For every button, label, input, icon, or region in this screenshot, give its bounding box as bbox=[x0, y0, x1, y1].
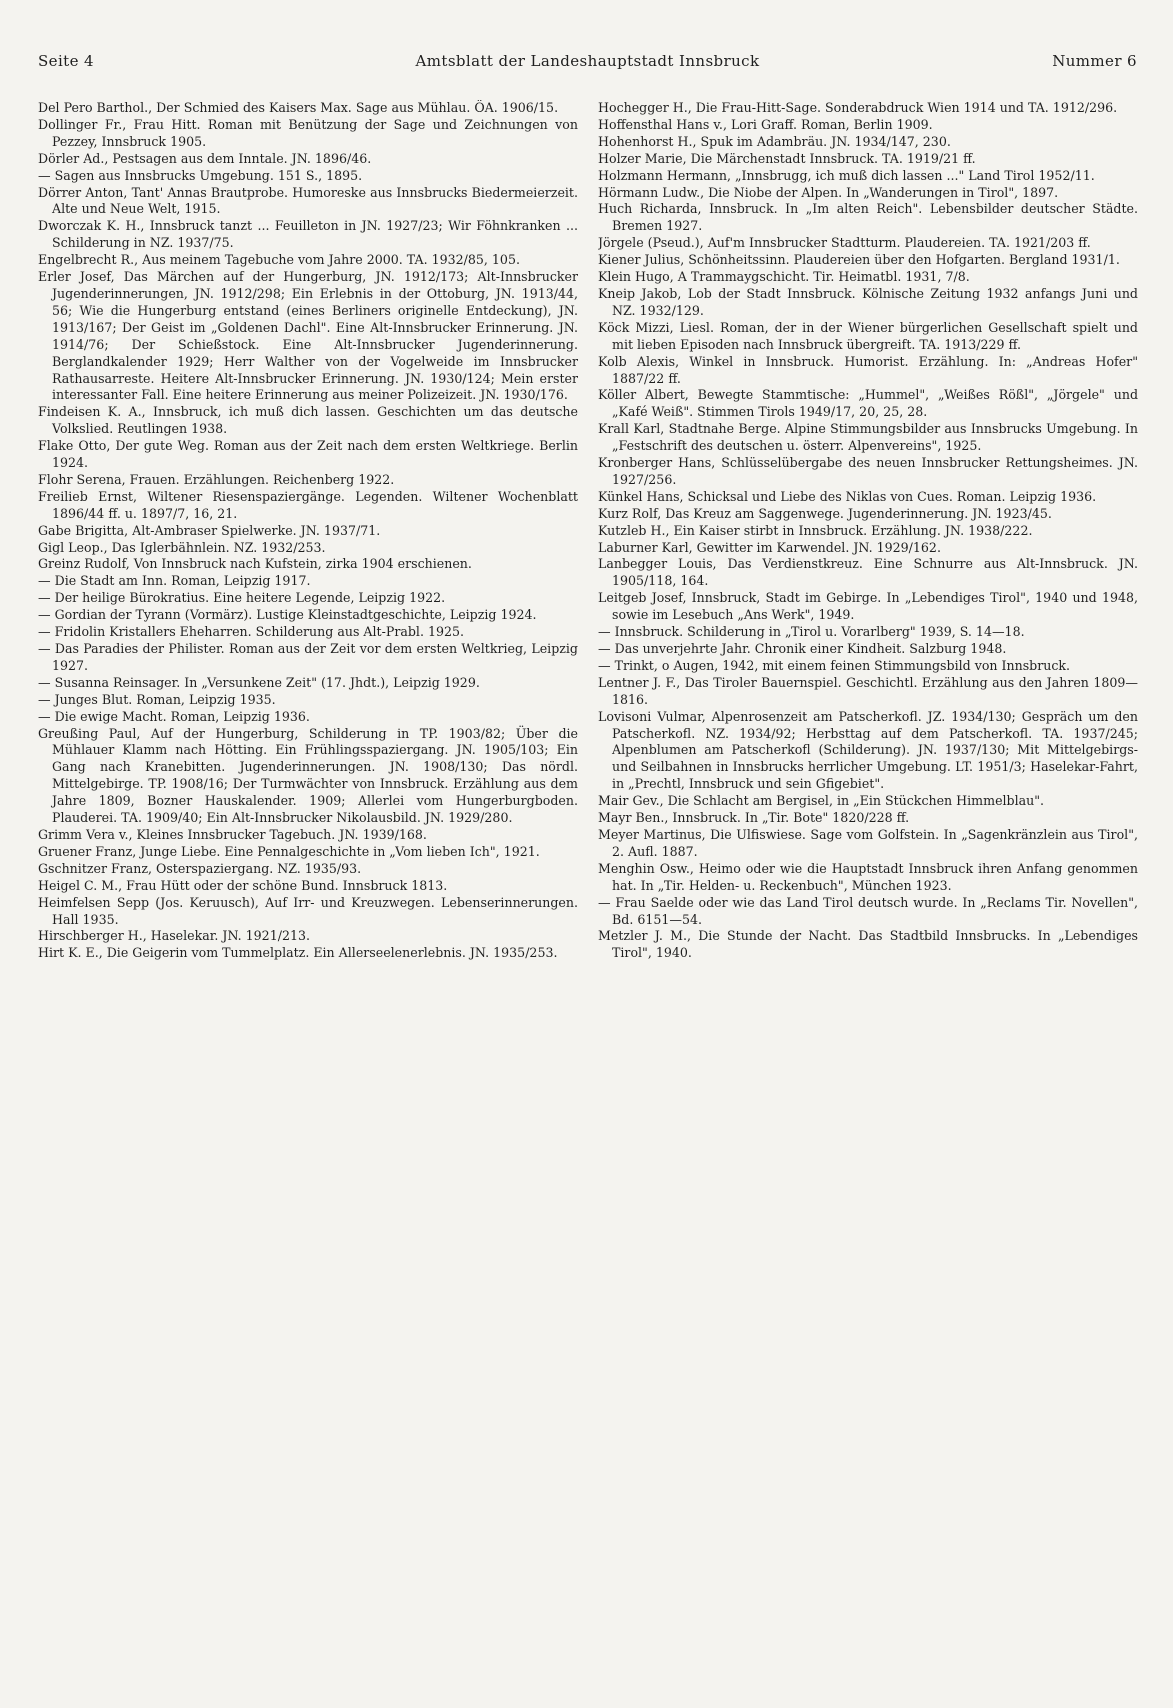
page-number: Seite 4 bbox=[38, 52, 94, 70]
bibliography-entry: Engelbrecht R., Aus meinem Tagebuche vom Jahre 2000. TA. 1932/85, 105. bbox=[38, 252, 520, 268]
bibliography-entry: Lovisoni Vulmar, Alpenrosenzeit am Patscherkofl. JZ. 1934/130; Gespräch um den Patscherkofl. NZ. 1934/92; Herbsttag auf dem Patscherkofl. TA. 1937/245; Alpenblumen am Patscherkofl (Schilderung). JN. 1937/130; Mit Mittelgebirgs- und Seilbahnen in Innsbrucks herrlicher Umgebung. LT. 1951/3; Haselekar-Fahrt, in „Prechtl, Innsbruck und sein Gfigebiet". bbox=[598, 708, 1138, 792]
bibliography-entry: Gabe Brigitta, Alt-Ambraser Spielwerke. JN. 1937/71. bbox=[38, 522, 381, 538]
bibliography-entry: Kneip Jakob, Lob der Stadt Innsbruck. Kölnische Zeitung 1932 anfangs Juni und NZ. 1932/129. bbox=[598, 285, 1138, 318]
bibliography-entry: Dworczak K. H., Innsbruck tanzt ... Feuilleton in JN. 1927/23; Wir Föhnkranken ... Schilderung in NZ. 1937/75. bbox=[38, 218, 578, 251]
bibliography-entry: Del Pero Barthol., Der Schmied des Kaisers Max. Sage aus Mühlau. ÖA. 1906/15. bbox=[38, 100, 559, 115]
bibliography-entry: Kurz Rolf, Das Kreuz am Saggenwege. Jugenderinnerung. JN. 1923/45. bbox=[598, 505, 1052, 521]
bibliography-entry: Dörrer Anton, Tant' Annas Brautprobe. Humoreske aus Innsbrucks Biedermeierzeit. Alte und Neue Welt, 1915. bbox=[38, 184, 578, 217]
bibliography-entry: Hörmann Ludw., Die Niobe der Alpen. In „Wanderungen in Tirol", 1897. bbox=[598, 184, 1059, 200]
bibliography-entry: Greußing Paul, Auf der Hungerburg, Schilderung in TP. 1903/82; Über die Mühlauer Klamm nach Hötting. Ein Frühlingsspaziergang. JN. 1905/103; Ein Gang nach Kranebitten. Jugenderinnerungen. JN. 1908/130; Das nördl. Mittelgebirge. TP. 1908/16; Der Turmwächter von Innsbruck. Erzählung aus dem Jahre 1809, Bozner Hauskalender. 1909; Allerlei vom Hungerburgboden. Plauderei. TA. 1909/40; Ein Alt-Innsbrucker Nikolausbild. JN. 1929/280. bbox=[38, 725, 578, 826]
bibliography-entry: Mayr Ben., Innsbruck. In „Tir. Bote" 1820/228 ff. bbox=[598, 810, 910, 826]
bibliography-entry: Huch Richarda, Innsbruck. In „Im alten Reich". Lebensbilder deutscher Städte. Bremen 1927. bbox=[598, 201, 1138, 234]
bibliography-entry: — Trinkt, o Augen, 1942, mit einem feinen Stimmungsbild von Innsbruck. bbox=[598, 657, 1071, 673]
bibliography-entry: Flohr Serena, Frauen. Erzählungen. Reichenberg 1922. bbox=[38, 471, 395, 487]
bibliography-entry: Köck Mizzi, Liesl. Roman, der in der Wiener bürgerlichen Gesellschaft spielt und mit lieben Episoden nach Innsbruck übergreift. TA. 1913/229 ff. bbox=[598, 319, 1138, 352]
left-column bbox=[38, 100, 578, 1680]
bibliography-entry: — Der heilige Bürokratius. Eine heitere Legende, Leipzig 1922. bbox=[38, 590, 446, 606]
bibliography-entry: Meyer Martinus, Die Ulfiswiese. Sage vom Golfstein. In „Sagenkränzlein aus Tirol", 2. Aufl. 1887. bbox=[598, 826, 1138, 859]
bibliography-entry: Künkel Hans, Schicksal und Liebe des Niklas von Cues. Roman. Leipzig 1936. bbox=[598, 488, 1097, 504]
bibliography-entry: — Das unverjehrte Jahr. Chronik einer Kindheit. Salzburg 1948. bbox=[598, 641, 1007, 656]
bibliography-entry: Erler Josef, Das Märchen auf der Hungerburg, JN. 1912/173; Alt-Innsbrucker Jugenderinnerungen, JN. 1912/298; Ein Erlebnis in der Ottoburg, JN. 1913/44, 56; Wie die Hungerburg entstand (eines Berliners originelle Entdeckung), JN. 1913/167; Der Geist im „Goldenen Dachl". Eine Alt-Innsbrucker Erinnerung. JN. 1914/76; Der Schießstock. Eine Alt-Innsbrucker Jugenderinnerung. Berglandkalender 1929; Herr Walther von der Vogelweide im Innsbrucker Rathausarreste. Heitere Alt-Innsbrucker Erinnerung. JN. 1930/124; Mein erster interessanter Fall. Eine heitere Erinnerung aus meiner Polizeizeit. JN. 1930/176. bbox=[38, 269, 578, 403]
bibliography-entry: Holzer Marie, Die Märchenstadt Innsbruck. TA. 1919/21 ff. bbox=[598, 150, 976, 166]
bibliography-entry: Leitgeb Josef, Innsbruck, Stadt im Gebirge. In „Lebendiges Tirol", 1940 und 1948, sowie im Lesebuch „Ans Werk", 1949. bbox=[598, 590, 1138, 623]
bibliography-entry: Köller Albert, Bewegte Stammtische: „Hummel", „Weißes Rößl", „Jörgele" und „Kafé Weiß". Stimmen Tirols 1949/17, 20, 25, 28. bbox=[598, 387, 1138, 420]
bibliography-entry: Holzmann Hermann, „Innsbrugg, ich muß dich lassen ..." Land Tirol 1952/11. bbox=[598, 167, 1095, 183]
bibliography-entry: Klein Hugo, A Trammaygschicht. Tir. Heimatbl. 1931, 7/8. bbox=[598, 269, 970, 285]
bibliography-entry: Gigl Leop., Das Iglerbähnlein. NZ. 1932/253. bbox=[38, 539, 326, 555]
bibliography-entry: — Frau Saelde oder wie das Land Tirol deutsch wurde. In „Reclams Tir. Novellen", Bd. 6151—54. bbox=[598, 894, 1138, 927]
bibliography-entry: Krall Karl, Stadtnahe Berge. Alpine Stimmungsbilder aus Innsbrucks Umgebung. In „Festschrift des deutschen u. österr. Alpenvereins", 1925. bbox=[598, 421, 1138, 454]
bibliography-entry: — Susanna Reinsager. In „Versunkene Zeit" (17. Jhdt.), Leipzig 1929. bbox=[38, 674, 480, 690]
bibliography-entry: Hohenhorst H., Spuk im Adambräu. JN. 1934/147, 230. bbox=[598, 133, 951, 149]
bibliography-entry: — Die ewige Macht. Roman, Leipzig 1936. bbox=[38, 708, 310, 724]
bibliography-entry: Lentner J. F., Das Tiroler Bauernspiel. Geschichtl. Erzählung aus den Jahren 1809—1816. bbox=[598, 674, 1138, 707]
bibliography-entry: — Innsbruck. Schilderung in „Tirol u. Vorarlberg" 1939, S. 14—18. bbox=[598, 624, 1025, 640]
bibliography-entry: Menghin Osw., Heimo oder wie die Hauptstadt Innsbruck ihren Anfang genommen hat. In „Tir. Helden- u. Reckenbuch", München 1923. bbox=[598, 860, 1138, 893]
bibliography-entry: Kiener Julius, Schönheitssinn. Plaudereien über den Hofgarten. Bergland 1931/1. bbox=[598, 252, 1120, 268]
bibliography-entry: Dollinger Fr., Frau Hitt. Roman mit Benützung der Sage und Zeichnungen von Pezzey, Innsbruck 1905. bbox=[38, 116, 578, 149]
bibliography-entry: — Fridolin Kristallers Eheharren. Schilderung aus Alt-Prabl. 1925. bbox=[38, 624, 465, 640]
bibliography-entry: Heigel C. M., Frau Hütt oder der schöne Bund. Innsbruck 1813. bbox=[38, 877, 448, 893]
bibliography-entry: — Die Stadt am Inn. Roman, Leipzig 1917. bbox=[38, 573, 311, 589]
bibliography-entry: Metzler J. M., Die Stunde der Nacht. Das Stadtbild Innsbrucks. In „Lebendiges Tirol", 1940. bbox=[598, 928, 1138, 961]
issue-number: Nummer 6 bbox=[1052, 52, 1137, 70]
bibliography-entry: Mair Gev., Die Schlacht am Bergisel, in „Ein Stückchen Himmelblau". bbox=[598, 793, 1045, 809]
bibliography-entry: Kronberger Hans, Schlüsselübergabe des neuen Innsbrucker Rettungsheimes. JN. 1927/256. bbox=[598, 455, 1138, 487]
page-header bbox=[38, 52, 1137, 80]
bibliography-entry: — Junges Blut. Roman, Leipzig 1935. bbox=[38, 691, 276, 707]
bibliography-entry: — Gordian der Tyrann (Vormärz). Lustige Kleinstadtgeschichte, Leipzig 1924. bbox=[38, 607, 537, 623]
bibliography-entry: Hochegger H., Die Frau-Hitt-Sage. Sonderabdruck Wien 1914 und TA. 1912/296. bbox=[598, 100, 1118, 115]
bibliography-entry: Grimm Vera v., Kleines Innsbrucker Tagebuch. JN. 1939/168. bbox=[38, 826, 427, 842]
bibliography-entry: Findeisen K. A., Innsbruck, ich muß dich lassen. Geschichten um das deutsche Volkslied. Reutlingen 1938. bbox=[38, 404, 578, 437]
bibliography-entry: Hirt K. E., Die Geigerin vom Tummelplatz. Ein Allerseelenerlebnis. JN. 1935/253. bbox=[38, 945, 558, 961]
publication-title: Amtsblatt der Landeshauptstadt Innsbruck bbox=[415, 52, 760, 70]
bibliography-entry: Laburner Karl, Gewitter im Karwendel. JN. 1929/162. bbox=[598, 539, 941, 555]
bibliography-entry: Gschnitzer Franz, Osterspaziergang. NZ. 1935/93. bbox=[38, 860, 362, 876]
bibliography-entry: — Das Paradies der Philister. Roman aus der Zeit vor dem ersten Weltkrieg, Leipzig 1927. bbox=[38, 641, 578, 673]
bibliography-entry: Gruener Franz, Junge Liebe. Eine Pennalgeschichte in „Vom lieben Ich", 1921. bbox=[38, 843, 540, 859]
bibliography-entry: Lanbegger Louis, Das Verdienstkreuz. Eine Schnurre aus Alt-Innsbruck. JN. 1905/118, 164. bbox=[598, 556, 1138, 589]
bibliography-entry: Greinz Rudolf, Von Innsbruck nach Kufstein, zirka 1904 erschienen. bbox=[38, 556, 472, 572]
bibliography-entry: Kutzleb H., Ein Kaiser stirbt in Innsbruck. Erzählung. JN. 1938/222. bbox=[598, 522, 1033, 538]
bibliography-entry: Hoffensthal Hans v., Lori Graff. Roman, Berlin 1909. bbox=[598, 116, 933, 132]
bibliography-entry: Dörler Ad., Pestsagen aus dem Inntale. JN. 1896/46. bbox=[38, 150, 372, 166]
bibliography-entry: Hirschberger H., Haselekar. JN. 1921/213. bbox=[38, 928, 310, 944]
bibliography-entry: Flake Otto, Der gute Weg. Roman aus der Zeit nach dem ersten Weltkriege. Berlin 1924. bbox=[38, 438, 578, 471]
bibliography-entry: Kolb Alexis, Winkel in Innsbruck. Humorist. Erzählung. In: „Andreas Hofer" 1887/22 ff. bbox=[598, 353, 1138, 386]
bibliography-entry: Jörgele (Pseud.), Auf'm Innsbrucker Stadtturm. Plaudereien. TA. 1921/203 ff. bbox=[598, 235, 1091, 251]
bibliography-entry: — Sagen aus Innsbrucks Umgebung. 151 S., 1895. bbox=[38, 167, 363, 183]
bibliography-entry: Freilieb Ernst, Wiltener Riesenspaziergänge. Legenden. Wiltener Wochenblatt 1896/44 ff. u. 1897/7, 16, 21. bbox=[38, 488, 578, 521]
right-column bbox=[598, 100, 1138, 1680]
bibliography-entry: Heimfelsen Sepp (Jos. Keruusch), Auf Irr- und Kreuzwegen. Lebenserinnerungen. Hall 1935. bbox=[38, 894, 578, 927]
